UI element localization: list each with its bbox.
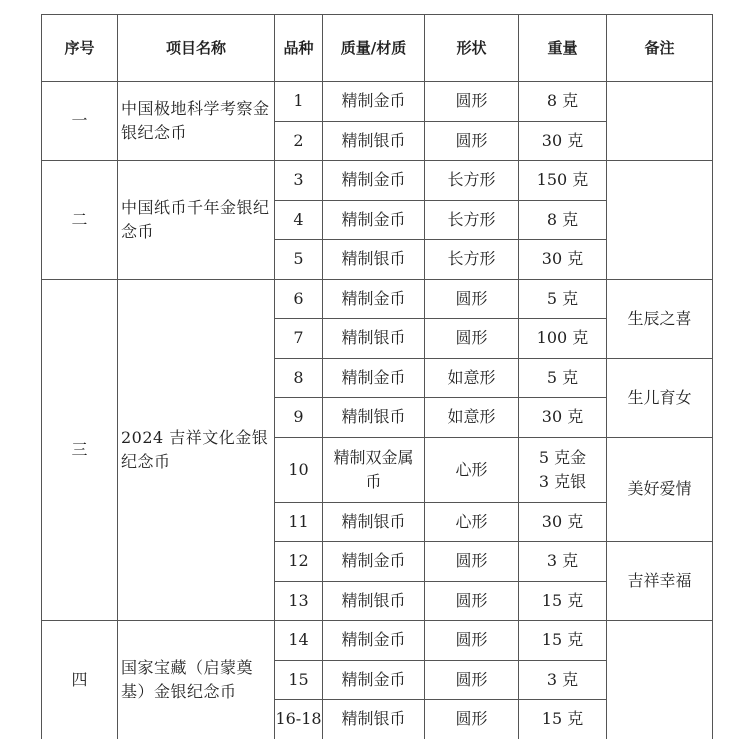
cell-no: 10	[275, 437, 323, 502]
cell-weight: 5 克金 3 克银	[519, 437, 607, 502]
cell-no: 8	[275, 358, 323, 398]
cell-no: 14	[275, 621, 323, 661]
table-row	[42, 161, 713, 201]
cell-no: 5	[275, 240, 323, 280]
table-row	[42, 82, 713, 122]
header-variety: 品种	[275, 15, 323, 82]
cell-material: 精制金币	[323, 279, 425, 319]
cell-shape: 如意形	[425, 358, 519, 398]
header-material: 质量/材质	[323, 15, 425, 82]
cell-material: 精制银币	[323, 398, 425, 438]
cell-material: 精制金币	[323, 542, 425, 582]
cell-weight: 100 克	[519, 319, 607, 359]
cell-material: 精制金币	[323, 82, 425, 122]
cell-no: 13	[275, 581, 323, 621]
cell-remark-empty	[607, 161, 713, 280]
cell-weight: 30 克	[519, 121, 607, 161]
cell-weight: 8 克	[519, 200, 607, 240]
cell-shape: 长方形	[425, 161, 519, 201]
header-name: 项目名称	[118, 15, 275, 82]
cell-material: 精制金币	[323, 660, 425, 700]
cell-weight: 15 克	[519, 700, 607, 739]
cell-no: 4	[275, 200, 323, 240]
cell-weight: 150 克	[519, 161, 607, 201]
cell-no: 9	[275, 398, 323, 438]
cell-material: 精制银币	[323, 121, 425, 161]
cell-shape: 如意形	[425, 398, 519, 438]
cell-material: 精制银币	[323, 319, 425, 359]
header-row	[42, 15, 713, 82]
header-index: 序号	[42, 15, 118, 82]
group-name: 2024 吉祥文化金银纪念币	[118, 279, 275, 621]
cell-no: 7	[275, 319, 323, 359]
cell-shape: 圆形	[425, 542, 519, 582]
cell-remark: 吉祥幸福	[607, 542, 713, 621]
cell-no: 15	[275, 660, 323, 700]
group-index: 一	[42, 82, 118, 161]
cell-weight: 30 克	[519, 398, 607, 438]
cell-weight: 15 克	[519, 621, 607, 661]
cell-shape: 长方形	[425, 240, 519, 280]
cell-remark-empty	[607, 621, 713, 739]
cell-shape: 心形	[425, 437, 519, 502]
cell-remark-empty	[607, 82, 713, 161]
group-index: 四	[42, 621, 118, 739]
cell-shape: 心形	[425, 502, 519, 542]
cell-weight: 15 克	[519, 581, 607, 621]
cell-material: 精制金币	[323, 161, 425, 201]
cell-no: 3	[275, 161, 323, 201]
cell-remark: 美好爱情	[607, 437, 713, 542]
cell-weight: 30 克	[519, 502, 607, 542]
header-remarks: 备注	[607, 15, 713, 82]
group-name: 中国纸币千年金银纪念币	[118, 161, 275, 280]
group-index: 三	[42, 279, 118, 621]
cell-weight: 8 克	[519, 82, 607, 122]
cell-weight: 3 克	[519, 660, 607, 700]
table-row	[42, 279, 713, 319]
cell-remark: 生儿育女	[607, 358, 713, 437]
cell-shape: 长方形	[425, 200, 519, 240]
cell-no: 6	[275, 279, 323, 319]
cell-remark: 生辰之喜	[607, 279, 713, 358]
cell-weight: 3 克	[519, 542, 607, 582]
cell-shape: 圆形	[425, 700, 519, 739]
cell-material: 精制银币	[323, 581, 425, 621]
group-name: 国家宝藏（启蒙奠基）金银纪念币	[118, 621, 275, 739]
cell-shape: 圆形	[425, 660, 519, 700]
cell-shape: 圆形	[425, 319, 519, 359]
group-index: 二	[42, 161, 118, 280]
cell-shape: 圆形	[425, 279, 519, 319]
header-shape: 形状	[425, 15, 519, 82]
cell-shape: 圆形	[425, 82, 519, 122]
cell-material: 精制银币	[323, 502, 425, 542]
cell-no: 16-18	[275, 700, 323, 739]
cell-material: 精制金币	[323, 621, 425, 661]
table-row	[42, 621, 713, 661]
cell-material: 精制银币	[323, 700, 425, 739]
cell-weight: 5 克	[519, 279, 607, 319]
cell-shape: 圆形	[425, 121, 519, 161]
cell-weight: 30 克	[519, 240, 607, 280]
group-name: 中国极地科学考察金银纪念币	[118, 82, 275, 161]
cell-material: 精制金币	[323, 358, 425, 398]
header-weight: 重量	[519, 15, 607, 82]
cell-material: 精制双金属币	[323, 437, 425, 502]
cell-no: 11	[275, 502, 323, 542]
cell-no: 2	[275, 121, 323, 161]
cell-shape: 圆形	[425, 581, 519, 621]
coin-table	[41, 14, 713, 739]
cell-no: 12	[275, 542, 323, 582]
cell-no: 1	[275, 82, 323, 122]
cell-material: 精制金币	[323, 200, 425, 240]
cell-shape: 圆形	[425, 621, 519, 661]
cell-material: 精制银币	[323, 240, 425, 280]
cell-weight: 5 克	[519, 358, 607, 398]
